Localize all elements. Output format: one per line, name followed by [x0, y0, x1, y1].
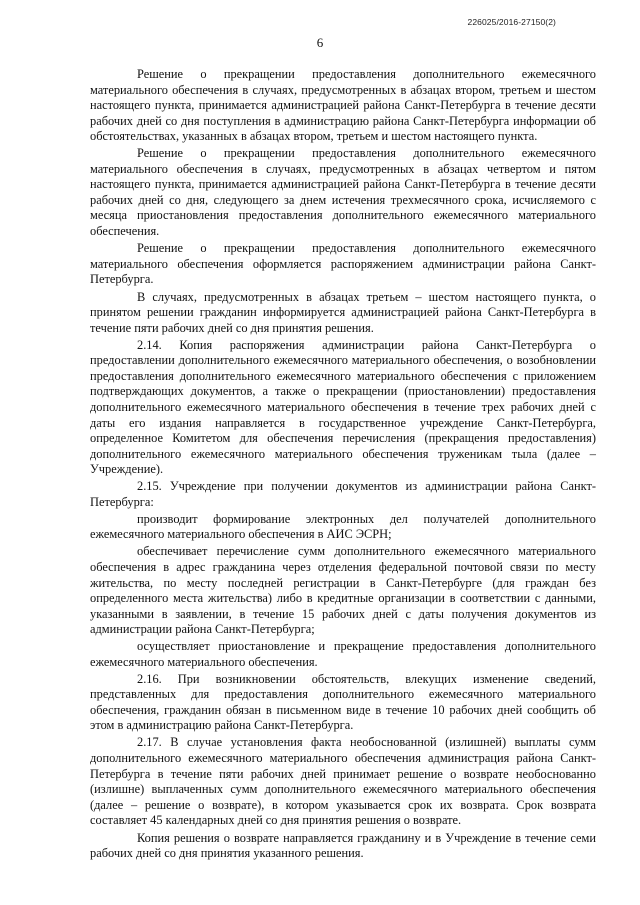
paragraph: В случаях, предусмотренных в абзацах третьем – шестом настоящего пункта, о принятом решении гражданин информируется администрацией района Санкт-Петербурга в течение пяти рабочих дней со дня принятия решения.: [90, 289, 596, 335]
document-body: [90, 67, 596, 863]
paragraph: 2.15. Учреждение при получении документов из администрации района Санкт-Петербурга:: [90, 479, 596, 509]
paragraph: осуществляет приостановление и прекращение предоставления дополнительного ежемесячного материального обеспечения.: [90, 639, 596, 669]
page-number: 6: [316, 35, 324, 50]
paragraph: Копия решения о возврате направляется гражданину и в Учреждение в течение семи рабочих дней со дня принятия указанного решения.: [90, 830, 596, 861]
document-registration-code: 226025/2016-27150(2): [467, 17, 556, 27]
paragraph: 2.14. Копия распоряжения администрации района Санкт-Петербурга о предоставлении дополнительного ежемесячного материального обеспечения, о возобновлении предоставления дополнительного ежемесячного материального обеспечения с приложением подтверждающих документов, а также о прекращении (приостановлении) предоставления дополнительного ежемесячного материального обеспечения в течение трех рабочих дней с даты его издания направляется в государственное учреждение Санкт-Петербурга, определенное Комитетом для обеспечения перечисления (прекращения предоставления) дополнительного ежемесячного материального обеспечения труженикам тыла (далее – Учреждение).: [90, 337, 596, 477]
paragraph: Решение о прекращении предоставления дополнительного ежемесячного материального обеспечения оформляется распоряжением администрации района Санкт-Петербурга.: [90, 241, 596, 287]
paragraph: обеспечивает перечисление сумм дополнительного ежемесячного материального обеспечения в адрес гражданина через отделения федеральной почтовой связи по месту жительства, по месту последней регистрации в Санкт-Петербурге (для граждан без определенного места жительства) либо в кредитные организации в соответствии с данными, указанными в заявлении, в течение 15 рабочих дней с даты получения документов из администрации района Санкт-Петербурга;: [90, 544, 596, 637]
paragraph: 2.17. В случае установления факта необоснованной (излишней) выплаты сумм дополнительного ежемесячного материального обеспечения администрация района Санкт-Петербурга в течение пяти рабочих дней принимает решение о возврате необоснованно (излишне) выплаченных сумм дополнительного ежемесячного материального обеспечения (далее – решение о возврате), в котором указывается срок их возврата. Срок возврата составляет 45 календарных дней со дня принятия решения о возврате.: [90, 735, 596, 828]
paragraph: 2.16. При возникновении обстоятельств, влекущих изменение сведений, представленных для предоставления дополнительного ежемесячного материального обеспечения, гражданин обязан в письменном виде в течение 10 рабочих дней сообщить об этом в администрацию района Санкт-Петербурга.: [90, 671, 596, 733]
paragraph: Решение о прекращении предоставления дополнительного ежемесячного материального обеспечения в случаях, предусмотренных в абзацах четвертом и пятом настоящего пункта, принимается администрацией района Санкт-Петербурга в течение десяти рабочих дней со дня, следующего за днем истечения трехмесячного срока, исчисляемого с месяца приостановления предоставления дополнительного ежемесячного материального обеспечения.: [90, 146, 596, 238]
paragraph: Решение о прекращении предоставления дополнительного ежемесячного материального обеспечения в случаях, предусмотренных в абзацах втором, третьем и шестом настоящего пункта, принимается администрацией района Санкт-Петербурга в течение десяти рабочих дней со дня поступления в администрацию района Санкт-Петербурга информации об обстоятельствах, указанных в абзацах втором, третьем и шестом настоящего пункта.: [90, 67, 596, 144]
paragraph: производит формирование электронных дел получателей дополнительного ежемесячного материального обеспечения в АИС ЭСРН;: [90, 511, 596, 542]
